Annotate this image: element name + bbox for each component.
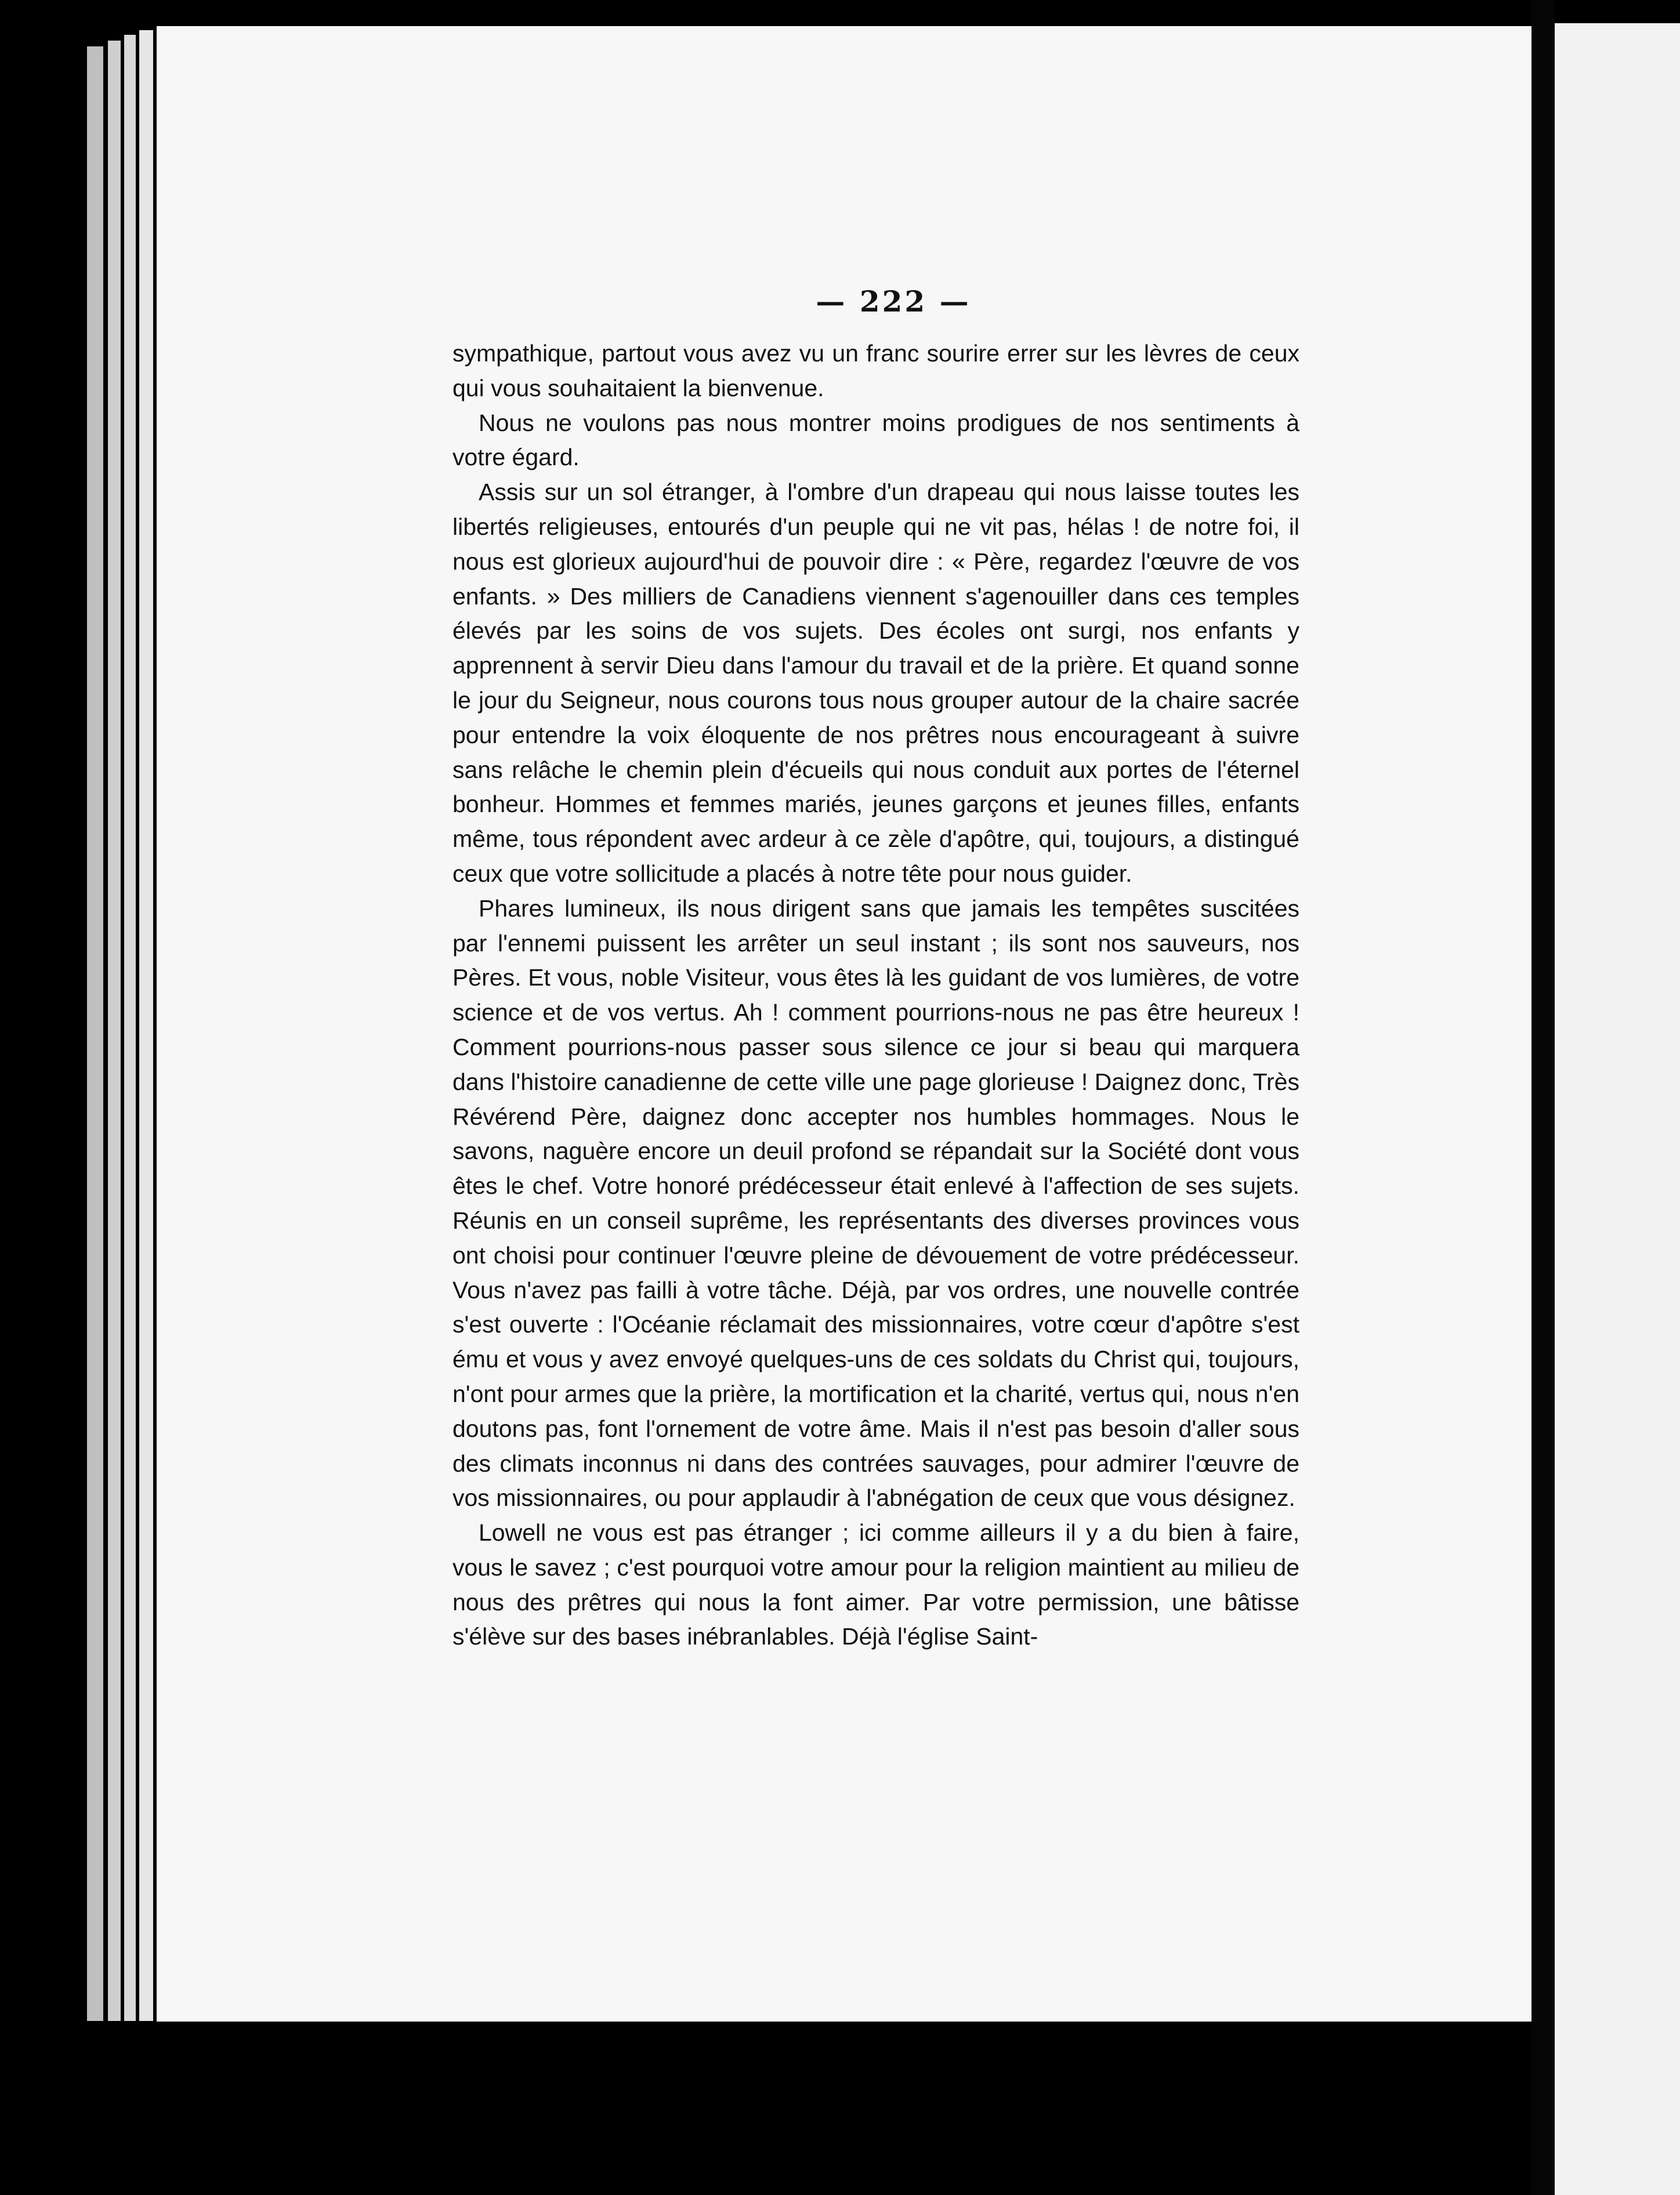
paragraph: Nous ne voulons pas nous montrer moins prodigues de nos sentiments à votre égard.	[452, 409, 1299, 471]
paragraph: sympathique, partout vous avez vu un franc sourire errer sur les lèvres de ceux qui vous souhaitaient la bienvenue.	[452, 340, 1299, 401]
book-gutter	[1531, 0, 1555, 2195]
paragraph: Lowell ne vous est pas étranger ; ici comme ailleurs il y a du bien à faire, vous le savez ; c'est pourquoi votre amour pour la religion maintient au milieu de nous des prêtres qui nous la font aimer. Par votre permission, une bâtisse s'élève sur des bases inébranlables. Déjà l'église Saint-	[452, 1519, 1299, 1650]
paragraph: Phares lumineux, ils nous dirigent sans que jamais les tempêtes suscitées par l'ennemi puissent les arrêter un seul instant ; ils sont nos sauveurs, nos Pères. Et vous, noble Visiteur, vous êtes là les guidant de vos lumières, de votre science et de vos vertus. Ah ! comment pourrions-nous ne pas être heureux ! Comment pourrions-nous passer sous silence ce jour si beau qui marquera dans l'histoire canadienne de cette ville une page glorieuse ! Daignez donc, Très Révérend Père, daignez donc accepter nos humbles hommages. Nous le savons, naguère encore un deuil profond se répandait sur la Société dont vous êtes le chef. Votre honoré prédécesseur était enlevé à l'affection de ses sujets. Réunis en un conseil suprême, les représentants des diverses provinces vous ont choisi pour continuer l'œuvre pleine de dévouement de votre prédécesseur. Vous n'avez pas failli à votre tâche. Déjà, par vos ordres, une nouvelle contrée s'est ouverte : l'Océanie réclamait des missionnaires, votre cœur d'apôtre s'est ému et vous y avez envoyé quelques-uns de ces soldats du Christ qui, toujours, n'ont pour armes que la prière, la mortification et la charité, vertus qui, nous n'en doutons pas, font l'ornement de votre âme. Mais il n'est pas besoin d'aller sous des climats inconnus ni dans des contrées sauvages, pour admirer l'œuvre de vos missionnaires, ou pour applaudir à l'abnégation de ceux que vous désignez.	[452, 894, 1299, 1512]
page-edge	[108, 41, 121, 2021]
page-number-header: — 222 —	[816, 284, 971, 318]
page-edge	[124, 35, 136, 2021]
paragraph: Assis sur un sol étranger, à l'ombre d'un drapeau qui nous laisse toutes les libertés religieuses, entourés d'un peuple qui ne vit pas, hélas ! de notre foi, il nous est glorieux aujourd'hui de pouvoir dire : « Père, regardez l'œuvre de vos enfants. » Des milliers de Canadiens viennent s'agenouiller dans ces temples élevés par les soins de vos sujets. Des écoles ont surgi, nos enfants y apprennent à servir Dieu dans l'amour du travail et de la prière. Et quand sonne le jour du Seigneur, nous courons tous nous grouper autour de la chaire sacrée pour entendre la voix éloquente de nos prêtres nous encourageant à suivre sans relâche le chemin plein d'écueils qui nous conduit aux portes de l'éternel bonheur. Hommes et femmes mariés, jeunes garçons et jeunes filles, enfants même, tous répondent avec ardeur à ce zèle d'apôtre, qui, toujours, a distingué ceux que votre sollicitude a placés à notre tête pour nous guider.	[452, 479, 1299, 887]
body-text	[452, 336, 1299, 1654]
facing-page-edge	[1555, 23, 1680, 2195]
page-edge	[87, 46, 103, 2021]
page-edge	[139, 30, 153, 2021]
